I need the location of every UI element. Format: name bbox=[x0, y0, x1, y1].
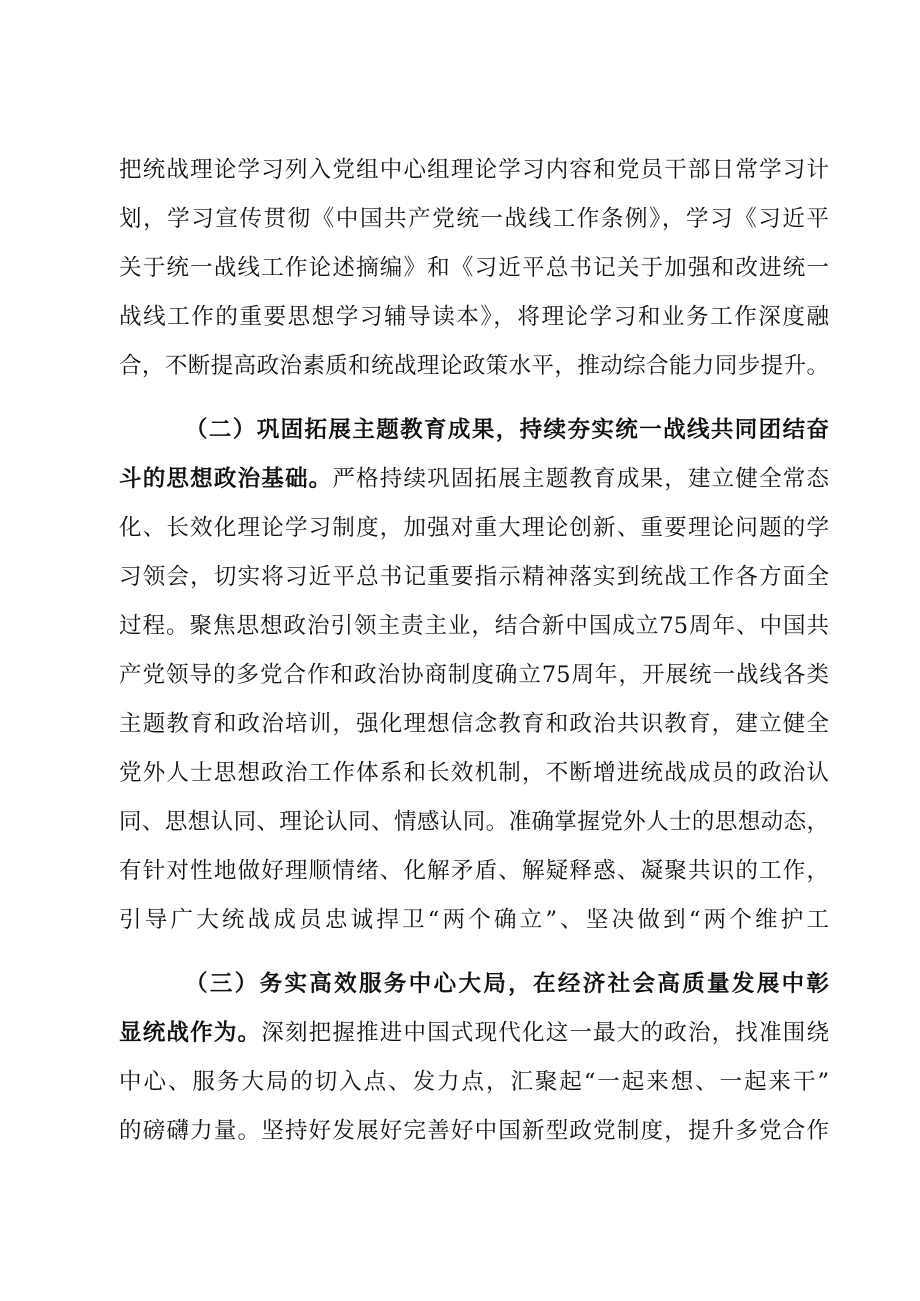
line-text: 主题教育和政治培训，强化理想信念教育和政治共识教育，建立健全 bbox=[119, 711, 829, 737]
line-text: 产党领导的多党合作和政治协商制度确立75周年，开展统一战线各类 bbox=[119, 662, 829, 688]
paragraph-line bbox=[119, 297, 829, 337]
paragraph-line bbox=[119, 557, 829, 597]
section-heading-2 bbox=[185, 410, 829, 450]
line-text: 同、思想认同、理论认同、情感认同。准确掌握党外人士的思想动态， bbox=[119, 809, 829, 835]
line-text: 严格持续巩固拓展主题教育成果，建立健全常态 bbox=[332, 466, 829, 492]
heading-text-continued: 显统战作为。 bbox=[119, 1020, 262, 1046]
line-text: 划，学习宣传贯彻《中国共产党统一战线工作条例》，学习《习近平 bbox=[119, 206, 829, 232]
paragraph-line bbox=[119, 753, 829, 793]
line-text: 习领会，切实将习近平总书记重要指示精神落实到统战工作各方面全 bbox=[119, 564, 829, 590]
paragraph-line bbox=[119, 1062, 829, 1102]
line-text: 有针对性地做好理顺情绪、化解矛盾、解疑释惑、凝聚共识的工作， bbox=[119, 858, 829, 884]
paragraph-line bbox=[119, 1013, 829, 1053]
paragraph-line bbox=[119, 802, 829, 842]
paragraph-line bbox=[119, 606, 829, 646]
paragraph-line bbox=[119, 1111, 829, 1151]
paragraph-line bbox=[119, 459, 829, 499]
line-text: 引导广大统战成员忠诚捍卫“两个确立”、坚决做到“两个维护工 bbox=[119, 907, 829, 933]
paragraph-line bbox=[119, 655, 829, 695]
paragraph-line bbox=[119, 346, 829, 386]
paragraph-line bbox=[119, 199, 829, 239]
line-text: 合，不断提高政治素质和统战理论政策水平，推动综合能力同步提升。 bbox=[119, 353, 829, 379]
section-heading-3 bbox=[185, 964, 829, 1004]
line-text: 中心、服务大局的切入点、发力点，汇聚起“一起来想、一起来干” bbox=[119, 1069, 829, 1095]
line-text: 党外人士思想政治工作体系和长效机制，不断增进统战成员的政治认 bbox=[119, 760, 829, 786]
line-text: 把统战理论学习列入党组中心组理论学习内容和党员干部日常学习计 bbox=[119, 157, 829, 183]
paragraph-line bbox=[119, 704, 829, 744]
paragraph-line bbox=[119, 248, 829, 288]
line-text: 关于统一战线工作论述摘编》和《习近平总书记关于加强和改进统一 bbox=[119, 255, 829, 281]
heading-text: （三）务实高效服务中心大局，在经济社会高质量发展中彰 bbox=[185, 971, 829, 997]
paragraph-line bbox=[119, 150, 829, 190]
line-text: 战线工作的重要思想学习辅导读本》，将理论学习和业务工作深度融 bbox=[119, 304, 829, 330]
paragraph-line bbox=[119, 900, 829, 940]
paragraph-line bbox=[119, 851, 829, 891]
line-text: 过程。聚焦思想政治引领主责主业，结合新中国成立75周年、中国共 bbox=[119, 613, 829, 639]
line-text: 化、长效化理论学习制度，加强对重大理论创新、重要理论问题的学 bbox=[119, 515, 829, 541]
line-text: 的磅礴力量。坚持好发展好完善好中国新型政党制度，提升多党合作 bbox=[119, 1118, 829, 1144]
heading-text: （二）巩固拓展主题教育成果，持续夯实统一战线共同团结奋 bbox=[185, 417, 829, 443]
line-text: 深刻把握推进中国式现代化这一最大的政治，找准围绕 bbox=[261, 1020, 829, 1046]
paragraph-line bbox=[119, 508, 829, 548]
heading-text-continued: 斗的思想政治基础。 bbox=[119, 466, 333, 492]
